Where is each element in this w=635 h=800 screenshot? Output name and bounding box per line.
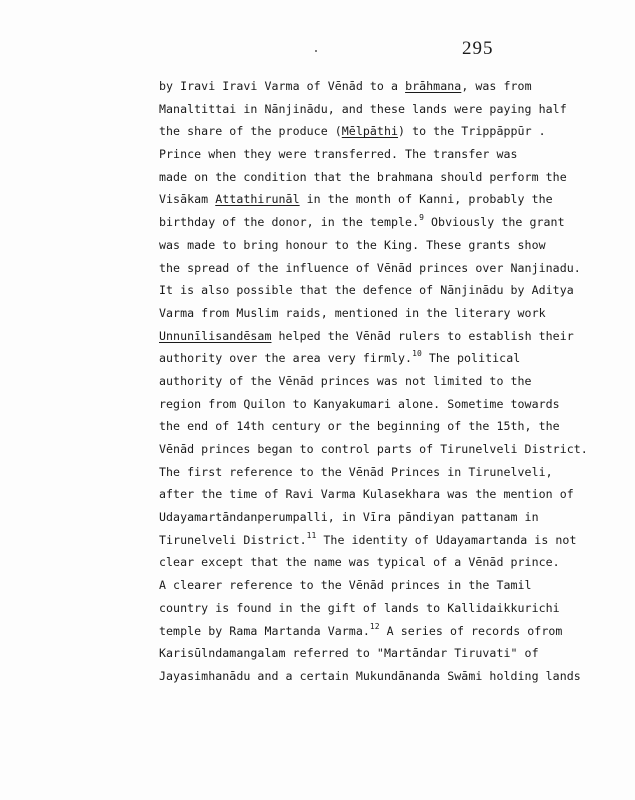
text-line [159,415,619,438]
text-segment: helped the Vēnād rulers to establish their [271,328,574,343]
footnote-marker: 12 [369,621,380,631]
text-segment: the end of 14th century or the beginning of the 15th, the [159,419,560,434]
underlined-term: Mēlpāthi [341,124,399,139]
text-line [159,120,619,143]
text-segment: authority of the Vēnād princes was not limited to the [159,373,532,388]
text-line [159,461,619,484]
text-segment: ) to the Trippāppūr . [398,124,546,139]
underlined-term: Attathirunāl [215,192,300,207]
text-line [159,551,619,574]
text-segment: Prince when they were transferred. The transfer was [159,147,518,162]
text-segment: after the time of Ravi Varma Kulasekhara was the mention of [159,487,574,502]
text-segment: made on the condition that the brahmana should perform the [159,169,567,184]
text-segment: Vēnād princes began to control parts of Tirunelveli District. [159,442,588,456]
footnote-marker: 11 [306,530,317,540]
underlined-term: Unnunīlisandēsam [159,328,272,343]
text-line [159,393,619,416]
text-line [159,257,619,280]
text-line [159,188,619,211]
text-segment: The political [421,351,521,366]
text-segment: Tirunelveli District. [159,532,307,547]
text-line [159,234,619,257]
page-number: 295 [462,38,494,59]
text-segment: Obviously the grant [424,215,565,230]
text-segment: birthday of the donor, in the temple. [159,215,420,230]
text-line [159,325,619,348]
text-line [159,483,619,506]
text-line [159,302,619,325]
text-segment: Karisūlndamangalam referred to "Martāndar Tiruvati" of [159,646,539,661]
footnote-marker: 9 [419,213,424,223]
text-segment: region from Quilon to Kanyakumari alone. Sometime towards [159,396,560,411]
text-line [159,279,619,302]
text-segment: authority over the area very firmly. [159,351,413,366]
text-line [159,665,619,688]
text-segment: Udayamartāndanperumpalli, in Vīra pāndiyan pattanam in [159,510,539,525]
body-text [159,75,619,688]
text-segment: the spread of the influence of Vēnād princes over Nanjinadu. [159,260,581,275]
text-segment: A series of records ofrom [379,623,563,638]
text-line [159,529,619,552]
text-line [159,438,619,461]
text-segment: temple by Rama Martanda Varma. [159,623,370,638]
text-segment: The first reference to the Vēnād Princes in Tirunelveli, [159,464,553,479]
text-line [159,642,619,665]
text-segment: The identity of Udayamartanda is not [316,532,577,547]
text-segment: , was from [461,79,532,93]
underlined-term: brāhmana [405,79,462,93]
text-segment: was made to bring honour to the King. These grants show [159,237,546,252]
text-segment: It is also possible that the defence of Nānjinādu by Aditya [159,283,574,298]
scan-speck [315,50,317,52]
text-segment: Varma from Muslim raids, mentioned in the literary work [159,305,546,320]
text-segment: Visākam [159,192,216,207]
text-line [159,597,619,620]
text-segment: Manaltittai in Nānjinādu, and these lands were paying half [159,101,567,116]
text-line [159,211,619,234]
footnote-marker: 10 [412,349,422,359]
text-line [159,347,619,370]
text-segment: the share of the produce ( [159,124,342,139]
text-line [159,143,619,166]
text-segment: Jayasimhanādu and a certain Mukundānanda Swāmi holding lands [159,668,581,683]
text-segment: in the month of Kanni, probably the [299,192,553,207]
text-line [159,370,619,393]
text-line [159,166,619,189]
text-line [159,98,619,121]
text-segment: by Iravi Iravi Varma of Vēnād to a [159,79,406,93]
text-line [159,620,619,643]
text-line [159,75,619,98]
text-segment: country is found in the gift of lands to Kallidaikkurichi [159,600,560,615]
text-line [159,574,619,597]
text-segment: clear except that the name was typical of a Vēnād prince. [159,555,560,570]
text-segment: A clearer reference to the Vēnād princes in the Tamil [159,578,532,593]
text-line [159,506,619,529]
